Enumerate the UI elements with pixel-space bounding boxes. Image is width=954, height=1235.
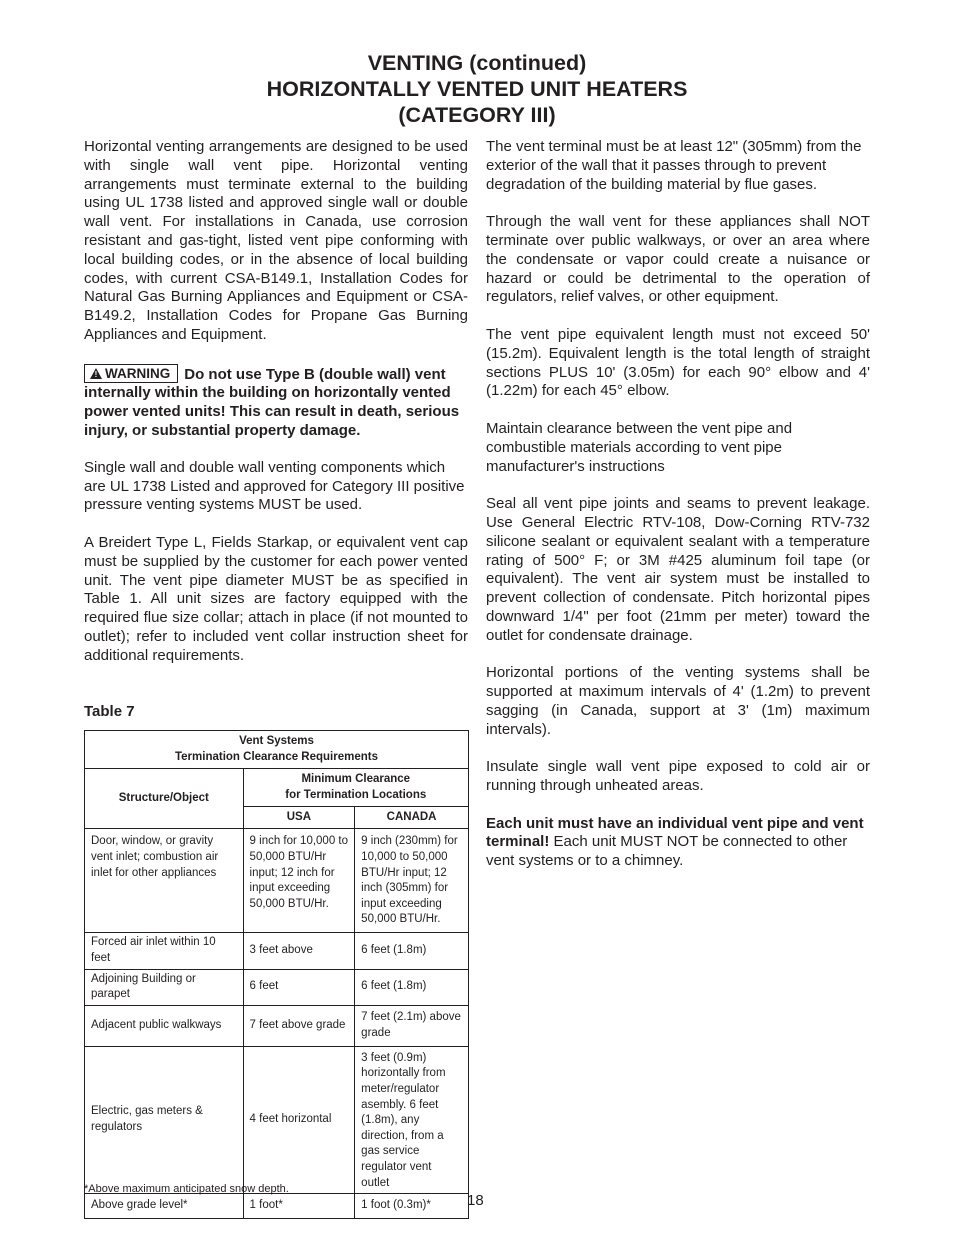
paragraph-through-wall: Through the wall vent for these appliances shall NOT terminate over public walkways, or over an area where the condensate or vapor could create a nuisance or hazard or could be detrimental to the operation of regulators, relief valves, or other equipment. [486, 213, 870, 306]
cell-canada: 6 feet (1.8m) [355, 933, 469, 969]
cell-structure: Above grade level* [85, 1194, 244, 1219]
cell-usa: 4 feet horizontal [243, 1046, 355, 1193]
cell-usa: 1 foot* [243, 1194, 355, 1219]
cell-structure: Adjacent public walkways [85, 1005, 244, 1046]
paragraph-horizontal-support: Horizontal portions of the venting systems shall be supported at maximum intervals of 4' (1.2m) to prevent sagging (in Canada, support at 3' (1m) maximum intervals). [486, 664, 870, 738]
table-row [85, 829, 469, 933]
cell-canada: 1 foot (0.3m)* [355, 1194, 469, 1219]
cell-structure: Electric, gas meters & regulators [85, 1046, 244, 1193]
cell-structure: Forced air inlet within 10 feet [85, 933, 244, 969]
table-row [85, 1194, 469, 1219]
header-usa: USA [243, 807, 355, 829]
paragraph-clearance: Maintain clearance between the vent pipe and combustible materials according to vent pipe manufacturer's instructions [486, 419, 793, 475]
table-heading-row [85, 731, 469, 769]
title-line-2: HORIZONTALLY VENTED UNIT HEATERS [266, 77, 688, 101]
cell-usa: 6 feet [243, 969, 355, 1005]
paragraph-equivalent-length: The vent pipe equivalent length must not exceed 50' (15.2m). Equivalent length is the total length of straight sections PLUS 10' (3.05m) for each 90° elbow and 4' (1.22m) for each 45° elbow. [486, 325, 870, 400]
cell-canada: 9 inch (230mm) for 10,000 to 50,000 BTU/Hr input; 12 inch (305mm) for input exceeding 50,000 BTU/Hr. [355, 829, 469, 933]
individual-vent-emphasis: Each unit must have an individual vent pipe and vent terminal! [486, 814, 864, 851]
page-number: 18 [467, 1192, 484, 1209]
warning-label-box [84, 364, 178, 383]
individual-vent-rest: Each unit MUST NOT be connected to other vent systems or to a chimney. [486, 833, 848, 870]
paragraph-vent-terminal: The vent terminal must be at least 12" (305mm) from the exterior of the wall that it passes through to prevent degradation of the building material by flue gases. [486, 138, 862, 193]
cell-canada: 7 feet (2.1m) above grade [355, 1005, 469, 1046]
title-line-1: VENTING (continued) [367, 51, 587, 75]
warning-label: WARNING [105, 365, 171, 381]
header-minimum-clearance: Minimum Clearance for Termination Locations [243, 769, 468, 807]
paragraph-vent-cap: A Breidert Type L, Fields Starkap, or equivalent vent cap must be supplied by the customer for each power vented unit. The vent pipe diameter MUST be as specified in Table 1. All unit sizes are factory equipped with the required flue size collar; attach in place (if not mounted to outlet); refer to included vent collar instruction sheet for additional requirements. [84, 533, 468, 664]
left-column [84, 138, 468, 684]
table-row [85, 969, 469, 1005]
paragraph-seal-joints: Seal all vent pipe joints and seams to prevent leakage. Use General Electric RTV-108, Dow-Corning RTV-732 silicone sealant or equivalent sealant with a temperature rating of 500° F; or 3M #425 aluminum foil tape (or equivalent). The vent air system must be installed to prevent collection of condensate. Pitch horizontal pipes downward 1/4" per foot (21mm per meter) toward the outlet for condensate drainage. [486, 495, 870, 644]
table-row [85, 933, 469, 969]
right-column [486, 138, 870, 890]
cell-usa: 7 feet above grade [243, 1005, 355, 1046]
warning-text: Do not use Type B (double wall) vent internally within the building on horizontally vented power vented units! This can result in death, serious injury, or substantial property damage. [84, 365, 460, 439]
paragraph-components: Single wall and double wall venting components which are UL 1738 Listed and approved for Category III positive pressure venting systems MUST be used. [84, 458, 465, 514]
paragraph-individual-vent [486, 815, 870, 871]
paragraph-insulate: Insulate single wall vent pipe exposed to cold air or running through unheated areas. [486, 758, 870, 795]
title-line-3: (CATEGORY III) [398, 103, 556, 127]
table-heading: Vent Systems Termination Clearance Requirements [85, 731, 469, 769]
paragraph-venting-arrangements: Horizontal venting arrangements are designed to be used with single wall vent pipe. Horizontal venting arrangements must terminate external to the building using UL 1738 listed and approved single wall or double wall vent. For installations in Canada, use corrosion resistant and gas-tight, listed vent pipe conforming with local building codes, or in the absence of local building codes, with current CSA-B149.1, Installation Codes for Natural Gas Burning Appliances and Equipment or CSA-B149.2, Installation Codes for Propane Gas Burning Appliances and Equipment. [84, 138, 468, 343]
header-structure: Structure/Object [85, 769, 244, 829]
cell-usa: 3 feet above [243, 933, 355, 969]
table-row [85, 1046, 469, 1193]
warning-triangle-icon: ! [90, 368, 102, 379]
table-row [85, 1005, 469, 1046]
clearance-table [84, 730, 469, 1219]
cell-usa: 9 inch for 10,000 to 50,000 BTU/Hr input; 12 inch for input exceeding 50,000 BTU/Hr. [243, 829, 355, 933]
cell-structure: Door, window, or gravity vent inlet; combustion air inlet for other appliances [85, 829, 244, 933]
table-label: Table 7 [84, 703, 135, 720]
cell-structure: Adjoining Building or parapet [85, 969, 244, 1005]
cell-canada: 3 feet (0.9m) horizontally from meter/regulator asembly. 6 feet (1.8m), any direction, from a gas service regulator vent outlet [355, 1046, 469, 1193]
header-canada: CANADA [355, 807, 469, 829]
page-title [0, 50, 954, 128]
warning-notice [84, 364, 468, 441]
table-header-row [85, 769, 469, 807]
cell-canada: 6 feet (1.8m) [355, 969, 469, 1005]
table-footnote: *Above maximum anticipated snow depth. [84, 1183, 289, 1195]
